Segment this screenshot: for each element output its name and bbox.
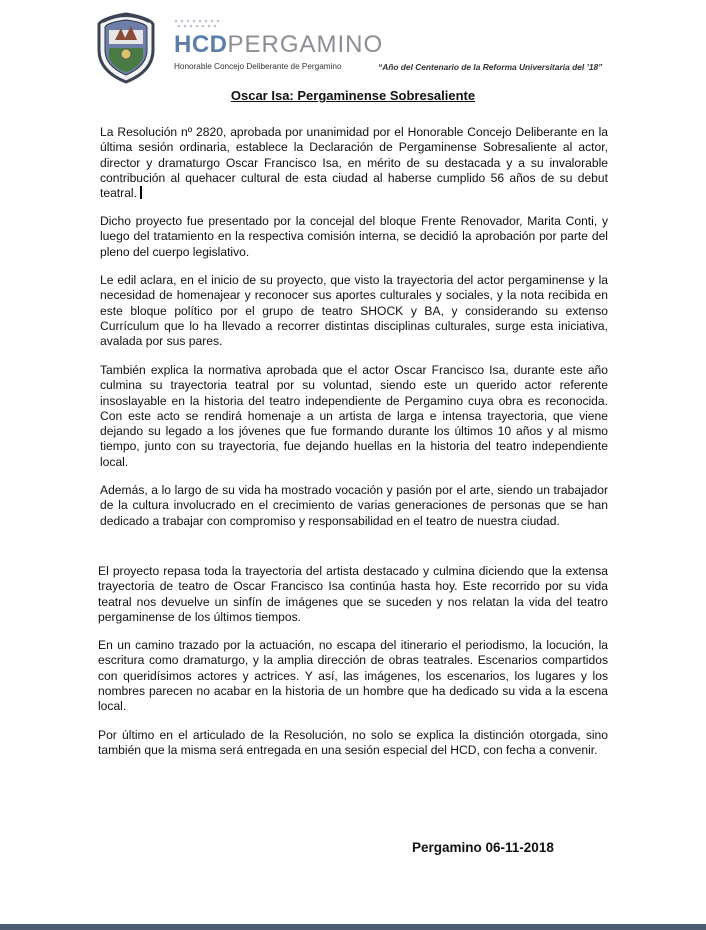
document-title: Oscar Isa: Pergaminense Sobresaliente bbox=[230, 88, 476, 103]
text-cursor bbox=[140, 186, 142, 199]
paragraph-3: Le edil aclara, en el inicio de su proyecto, que visto la trayectoria del actor pergaminense y la necesidad de homenajear y reconocer sus aportes culturales y sociales, y la nota recibida en este bloque político por el grupo de teatro SHOCK y BA, y considerando su extenso Currículum que lo ha llevado a recorrer distintas disciplinas culturales, surge esta iniciativa, avalada por sus pares. bbox=[100, 273, 608, 349]
letterhead bbox=[0, 0, 706, 90]
year-motto: “Año del Centenario de la Reforma Universitaria del ’18” bbox=[378, 62, 603, 72]
paragraph-2: Dicho proyecto fue presentado por la concejal del bloque Frente Renovador, Marita Conti, y luego del tratamiento en la respectiva comisión interna, se decidió la aprobación por parte del pleno del cuerpo legislativo. bbox=[100, 214, 608, 259]
paragraph-1 bbox=[100, 125, 608, 201]
coat-of-arms-icon bbox=[95, 12, 157, 84]
paragraph-8: Por último en el articulado de la Resolución, no solo se explica la distinción otorgada, sino también que la misma será entregada en una sesión especial del HCD, con fecha a convenir. bbox=[98, 728, 608, 758]
paragraph-4: También explica la normativa aprobada que el actor Oscar Francisco Isa, durante este año culmina su trayectoria teatral por su voluntad, siendo este un querido actor referente insoslayable en la historia del teatro independiente de Pergamino cuya obra es reconocida. Con este acto se rendirá homenaje a un artista de larga e intensa trayectoria, que viene dejando su legado a los jóvenes que fue formando durante los últimos 10 años y al mismo tiempo, junto con su trayectoria, fue dejando huellas en la historia del teatro independiente local. bbox=[100, 363, 608, 469]
logo-subtitle: Honorable Concejo Deliberante de Pergamino bbox=[174, 62, 342, 71]
paragraph-1-text: La Resolución nº 2820, aprobada por unanimidad por el Honorable Concejo Deliberante en la última sesión ordinaria, establece la Declaración de Pergaminense Sobresaliente al actor, director y dramaturgo Oscar Francisco Isa, en mérito de su destacada y a su invalorable contribución al quehacer cultural de esta ciudad al haberse cumplido 56 años de su debut teatral. bbox=[100, 125, 608, 201]
paragraph-6: El proyecto repasa toda la trayectoria del artista destacado y culmina diciendo que la extensa trayectoria de teatro de Oscar Francisco Isa continúa hasta hoy. Este recorrido por su vida teatral nos devuelve un sinfín de imágenes que se suceden y nos relatan la vida del teatro pergaminense de los últimos tiempos. bbox=[98, 564, 608, 624]
logo-pergamino: PERGAMINO bbox=[227, 31, 384, 58]
date-signature: Pergamino 06-11-2018 bbox=[412, 840, 554, 855]
bottom-border bbox=[0, 924, 706, 930]
paragraph-7: En un camino trazado por la actuación, no escapa del itinerario el periodismo, la locución, la escritura como dramaturgo, y la amplia dirección de obras teatrales. Escenarios compartidos con queridísimos actores y actrices. Y así, las imágenes, los escenarios, los lugares y los nombres parecen no acabar en la historia de un hombre que ha dedicado su vida a la escena local. bbox=[98, 638, 608, 714]
dot-grid-logo-icon bbox=[162, 18, 224, 30]
logo-hcd: HCD bbox=[174, 31, 228, 58]
paragraph-5: Además, a lo largo de su vida ha mostrado vocación y pasión por el arte, siendo un trabajador de la cultura involucrado en el crecimiento de varias generaciones de personas que se han dedicado a trabajar con compromiso y responsabilidad en el teatro de nuestra ciudad. bbox=[100, 483, 608, 528]
logo-wordmark bbox=[174, 33, 383, 57]
